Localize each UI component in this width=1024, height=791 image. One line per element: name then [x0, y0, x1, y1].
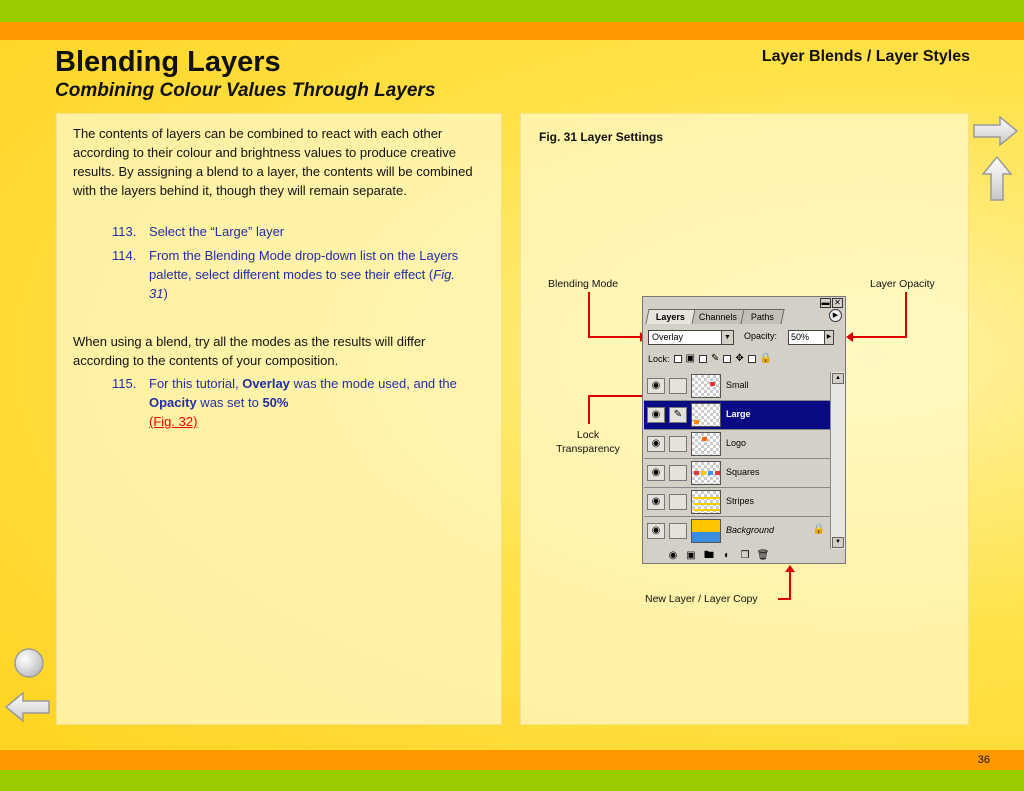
- step-number: 114.: [112, 248, 137, 263]
- layer-name: Stripes: [726, 496, 755, 506]
- back-arrow-icon[interactable]: [3, 690, 51, 724]
- link-toggle[interactable]: [669, 378, 687, 394]
- layer-name: Logo: [726, 438, 747, 448]
- step-text-part: was the mode used, and the: [289, 376, 457, 391]
- top-green-band: [0, 0, 1024, 22]
- figure-title: Fig. 31 Layer Settings: [539, 130, 664, 144]
- layer-name: Large: [726, 409, 751, 419]
- eye-icon[interactable]: ◉: [647, 407, 665, 423]
- fig-ref: Fig. 31: [149, 267, 455, 301]
- lock-all-checkbox[interactable]: [748, 355, 756, 363]
- bold-overlay: Overlay: [242, 376, 290, 391]
- tab-label: Paths: [750, 312, 774, 322]
- lock-icon: 🔒: [759, 353, 773, 364]
- lock-icon: 🔒: [812, 524, 825, 535]
- tab-paths[interactable]: [740, 309, 784, 324]
- link-toggle[interactable]: [669, 523, 687, 539]
- tab-channels[interactable]: [688, 309, 747, 324]
- layer-name: Small: [726, 380, 749, 390]
- leader-newlayer-v: [789, 572, 791, 600]
- top-orange-band: [0, 22, 1024, 40]
- callout-lock-line1: Lock: [576, 429, 600, 441]
- callout-blending-mode: Blending Mode: [548, 278, 619, 290]
- page-title: Blending Layers: [55, 46, 281, 78]
- leader-lock-v: [588, 396, 590, 424]
- tab-label: Layers: [655, 312, 685, 322]
- eye-icon[interactable]: ◉: [647, 465, 665, 481]
- mask-icon[interactable]: ▣: [686, 550, 696, 561]
- layer-thumbnail: [691, 490, 721, 514]
- leader-blending-h: [588, 336, 642, 338]
- scroll-up-icon[interactable]: ▲: [832, 373, 844, 384]
- adjustment-layer-icon[interactable]: ◐: [723, 550, 731, 561]
- layer-thumbnail: [691, 432, 721, 456]
- link-toggle[interactable]: [669, 494, 687, 510]
- up-arrow-icon[interactable]: [980, 154, 1014, 202]
- step-text-part: ): [163, 286, 168, 301]
- leader-opacity-h: [853, 336, 907, 338]
- layer-row-squares[interactable]: [644, 459, 830, 488]
- step-text: [149, 246, 467, 303]
- leader-blending-v: [588, 292, 590, 337]
- tab-layers[interactable]: [645, 309, 695, 324]
- opacity-input[interactable]: 50%: [788, 330, 828, 345]
- page-subtitle: Combining Colour Values Through Layers: [55, 80, 436, 101]
- page-number: 36: [977, 754, 990, 766]
- palette-tabs: [647, 309, 779, 324]
- lock-transparency-checkbox[interactable]: [674, 355, 682, 363]
- layers-list: [644, 372, 830, 549]
- brush-icon: ✎: [710, 353, 720, 364]
- step-text: Select the “Large” layer: [149, 224, 285, 239]
- next-arrow-icon[interactable]: [972, 114, 1020, 148]
- layer-row-stripes[interactable]: [644, 488, 830, 517]
- section-title: Layer Blends / Layer Styles: [761, 48, 970, 65]
- arrow-opacity: [846, 332, 853, 342]
- step-115: [112, 374, 472, 434]
- bottom-orange-band: [0, 750, 1024, 770]
- blend-paragraph: When using a blend, try all the modes as the results will differ according to the contents of your composition.: [73, 334, 426, 368]
- lock-row: [648, 352, 772, 366]
- callout-lock-transparency: [548, 428, 628, 456]
- eye-icon[interactable]: ◉: [647, 378, 665, 394]
- palette-menu-icon[interactable]: ▶: [829, 309, 842, 322]
- step-114: [112, 246, 472, 306]
- minimize-icon[interactable]: ▬: [821, 298, 830, 307]
- bold-percent: 50%: [262, 395, 289, 410]
- intro-paragraph: The contents of layers can be combined to react with each other according to their colour and brightness values to produce creative results. By assigning a blend to a layer, the contents will be combined with the layers behind it, though they will remain separate.: [73, 126, 473, 198]
- palette-window-controls: [820, 298, 843, 308]
- step-text-part: From the Blending Mode drop-down list on the Layers palette, select different modes to see their effect (: [149, 248, 459, 282]
- eye-icon[interactable]: ◉: [647, 494, 665, 510]
- eye-icon[interactable]: ◉: [647, 523, 665, 539]
- layers-palette: [642, 296, 846, 564]
- bottom-green-band: [0, 770, 1024, 791]
- layers-scrollbar[interactable]: [830, 372, 845, 549]
- lock-image-checkbox[interactable]: [699, 355, 707, 363]
- link-toggle[interactable]: [669, 465, 687, 481]
- home-circle-icon[interactable]: [12, 646, 46, 680]
- blend-mode-select[interactable]: [648, 330, 734, 345]
- brush-icon[interactable]: ✎: [669, 407, 687, 423]
- scroll-down-icon[interactable]: ▼: [832, 537, 844, 548]
- step-text-part: was set to: [196, 395, 263, 410]
- move-icon: ✥: [735, 353, 744, 364]
- tab-label: Channels: [698, 312, 737, 322]
- trash-icon[interactable]: 🗑: [756, 550, 770, 561]
- callout-layer-opacity: Layer Opacity: [870, 278, 935, 290]
- leader-opacity-v: [905, 292, 907, 337]
- folder-icon[interactable]: 🖿: [704, 550, 714, 561]
- opacity-slider-icon[interactable]: ▶: [824, 330, 834, 345]
- step-text: [149, 374, 469, 431]
- arrow-newlayer: [785, 565, 795, 572]
- close-icon[interactable]: ✕: [832, 298, 843, 308]
- bold-opacity: Opacity: [149, 395, 197, 410]
- blend-row: [648, 330, 842, 346]
- layer-thumbnail: [691, 403, 721, 427]
- opacity-label: Opacity:: [744, 331, 778, 341]
- step-number: 115.: [112, 376, 137, 391]
- layer-thumbnail: [691, 461, 721, 485]
- layer-name: Squares: [726, 467, 760, 477]
- step-113: [112, 222, 472, 242]
- chevron-down-icon: ▼: [721, 331, 733, 344]
- layer-style-icon[interactable]: ◉: [668, 550, 678, 561]
- step-text-part: For this tutorial,: [149, 376, 243, 391]
- layer-row-background[interactable]: [644, 517, 830, 546]
- layer-row-small[interactable]: [644, 372, 830, 401]
- layer-thumbnail: [691, 374, 721, 398]
- link-toggle[interactable]: [669, 436, 687, 452]
- eye-icon[interactable]: ◉: [647, 436, 665, 452]
- layer-row-large[interactable]: [644, 401, 830, 430]
- lock-label: Lock:: [648, 354, 670, 364]
- layer-thumbnail: [691, 519, 721, 543]
- transparency-grid-icon: ▣: [685, 353, 695, 364]
- fig-32-link[interactable]: (Fig. 32): [149, 414, 198, 429]
- layer-row-logo[interactable]: [644, 430, 830, 459]
- step-number: 113.: [112, 224, 137, 239]
- layer-name: Background: [726, 525, 775, 535]
- callout-lock-line2: Transparency: [556, 443, 620, 455]
- callout-new-layer: New Layer / Layer Copy: [645, 593, 758, 605]
- new-layer-icon[interactable]: ❐: [740, 550, 750, 561]
- lock-position-checkbox[interactable]: [723, 355, 731, 363]
- palette-toolbar: [644, 549, 844, 563]
- blend-mode-value: Overlay: [652, 332, 684, 342]
